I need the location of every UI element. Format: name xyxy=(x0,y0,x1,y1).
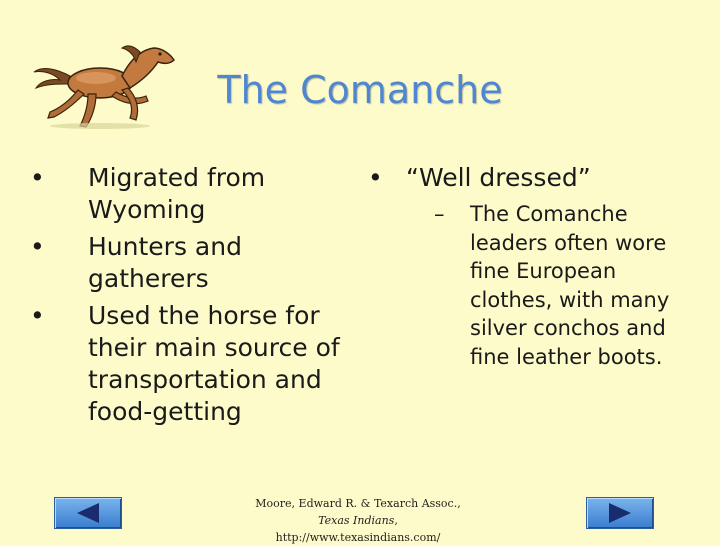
left-bullet-list xyxy=(30,162,360,428)
citation-url: , http://www.texasindians.com/ xyxy=(275,514,441,544)
right-triangle-icon xyxy=(609,503,631,523)
list-item xyxy=(368,162,688,371)
left-column xyxy=(30,162,360,433)
citation xyxy=(238,495,478,546)
right-bullet-list xyxy=(368,162,688,371)
list-item: • Migrated from Wyoming xyxy=(30,162,360,226)
right-column xyxy=(368,162,688,376)
dash-glyph: – xyxy=(434,202,445,226)
citation-title: Texas Indians xyxy=(318,514,395,527)
sub-bullet xyxy=(406,200,688,371)
sub-bullet-text: The Comanche leaders often wore fine European clothes, with many silver conchos and fine leather boots. xyxy=(470,202,670,369)
previous-slide-button[interactable] xyxy=(54,497,122,529)
list-item: • Hunters and gatherers xyxy=(30,231,360,295)
page-title: The Comanche xyxy=(217,68,503,112)
bullet-text: “Well dressed” xyxy=(406,163,591,192)
next-slide-button[interactable] xyxy=(586,497,654,529)
horse-icon xyxy=(30,38,180,133)
list-item: • Used the horse for their main source of transportation and food-getting xyxy=(30,300,360,428)
citation-authors: Moore, Edward R. & Texarch Assoc., xyxy=(255,497,461,510)
left-triangle-icon xyxy=(77,503,99,523)
